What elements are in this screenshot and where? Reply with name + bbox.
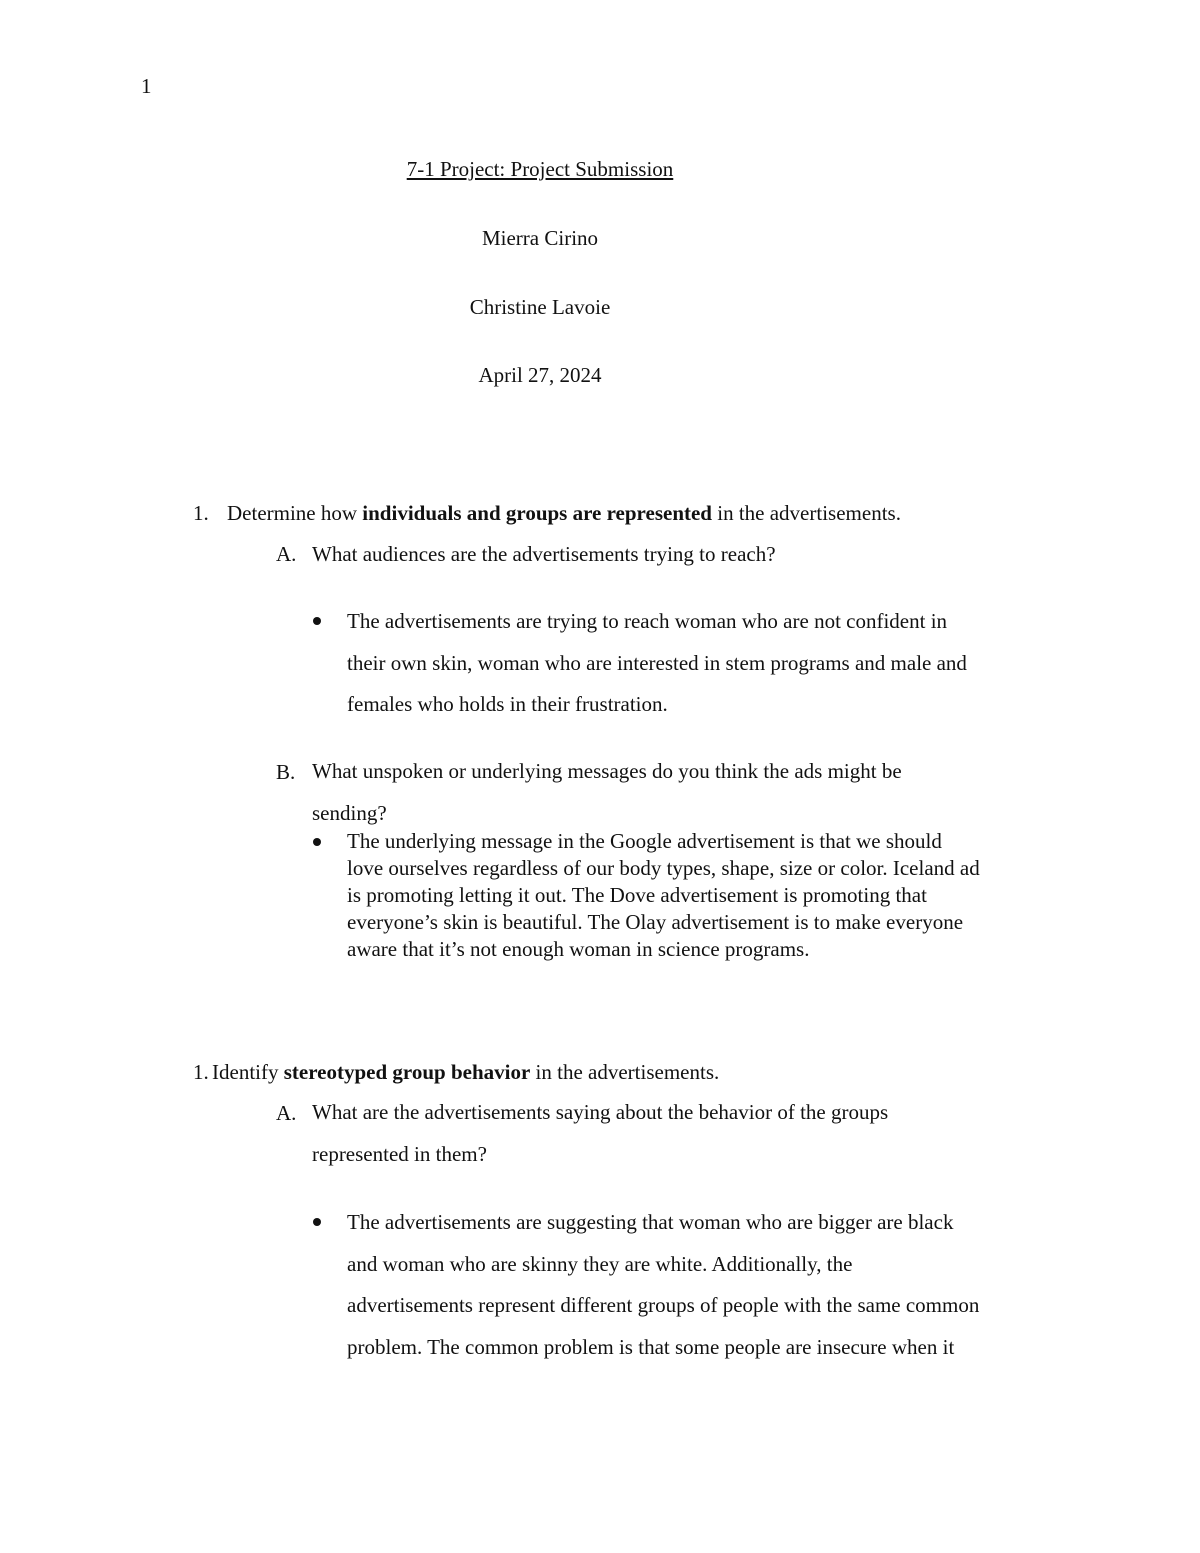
bullet-icon — [313, 838, 321, 846]
page-number: 1 — [141, 74, 152, 98]
answer-line: The underlying message in the Google advertisement is that we should — [347, 829, 942, 853]
section1-heading — [227, 501, 901, 526]
answer-line: aware that it’s not enough woman in science programs. — [347, 937, 810, 961]
section1-qA-letter: A. — [276, 542, 297, 566]
section2-heading-bold: stereotyped group behavior — [283, 1060, 531, 1084]
answer-line: is promoting letting it out. The Dove advertisement is promoting that — [347, 883, 927, 907]
answer-line: everyone’s skin is beautiful. The Olay advertisement is to make everyone — [347, 910, 964, 934]
document-title: 7-1 Project: Project Submission — [406, 157, 674, 181]
section1-heading-before: Determine how — [227, 501, 363, 525]
answer-line: The advertisements are trying to reach woman who are not confident in — [347, 609, 948, 633]
question-line: What unspoken or underlying messages do you think the ads might be — [312, 759, 902, 783]
section1-qA-answer — [347, 601, 967, 726]
document-date: April 27, 2024 — [478, 363, 602, 387]
section2-heading — [212, 1060, 719, 1085]
section1-heading-bold: individuals and groups are represented — [362, 501, 712, 525]
section2-qA-answer — [347, 1202, 979, 1369]
section2-heading-after: in the advertisements. — [530, 1060, 720, 1084]
answer-line: The advertisements are suggesting that woman who are bigger are black — [347, 1210, 954, 1234]
bullet-icon — [313, 617, 321, 625]
question-line: What are the advertisements saying about the behavior of the groups — [312, 1100, 889, 1124]
answer-line: and woman who are skinny they are white. Additionally, the — [347, 1251, 853, 1276]
answer-line: problem. The common problem is that some people are insecure when it — [347, 1335, 955, 1360]
section2-heading-before: Identify — [212, 1060, 284, 1084]
question-line: represented in them? — [312, 1141, 487, 1166]
section2-qA-letter: A. — [276, 1101, 297, 1125]
section2-number: 1. — [193, 1060, 209, 1084]
bullet-icon — [313, 1218, 321, 1226]
section2-qA-question — [312, 1092, 888, 1175]
section1-qA-question: What audiences are the advertisements trying to reach? — [312, 542, 776, 566]
section1-number: 1. — [193, 501, 209, 525]
answer-line: advertisements represent different groups of people with the same common — [347, 1293, 980, 1318]
answer-line: love ourselves regardless of our body types, shape, size or color. Iceland ad — [347, 856, 980, 880]
section1-qB-answer — [347, 828, 980, 963]
section1-qB-question — [312, 751, 902, 834]
answer-line: females who holds in their frustration. — [347, 692, 668, 717]
instructor-name: Christine Lavoie — [469, 295, 611, 319]
author-name: Mierra Cirino — [481, 226, 599, 250]
question-line: sending? — [312, 800, 387, 825]
section1-qB-letter: B. — [276, 760, 296, 784]
section1-heading-after: in the advertisements. — [712, 501, 901, 525]
answer-line: their own skin, woman who are interested in stem programs and male and — [347, 650, 967, 675]
